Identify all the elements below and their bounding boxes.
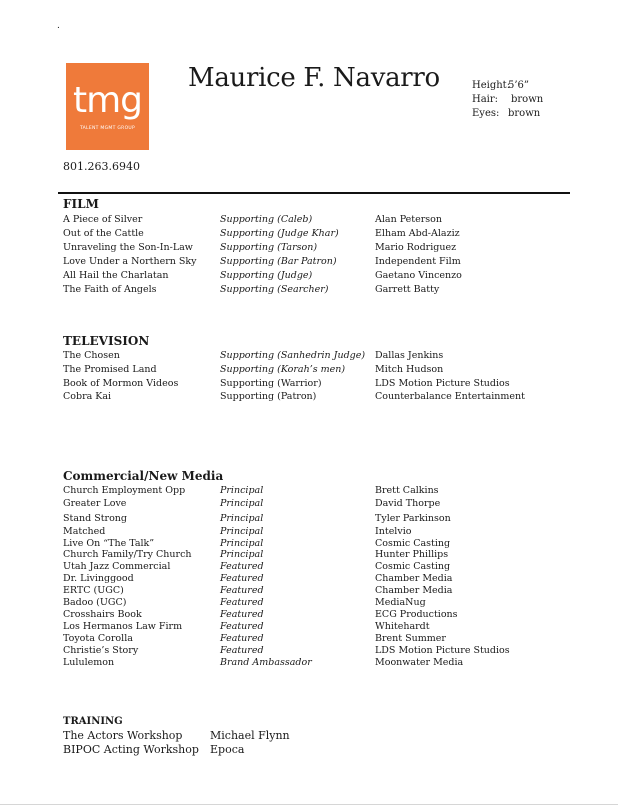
credit-director: Cosmic Casting <box>375 561 451 572</box>
credit-director: Dallas Jenkins <box>375 350 444 361</box>
credit-title: All Hail the Charlatan <box>63 270 169 281</box>
credit-director: Counterbalance Entertainment <box>375 391 525 402</box>
credit-role: Supporting (Korah’s men) <box>220 364 346 375</box>
credit-role: Principal <box>220 526 264 537</box>
training-instructor: Epoca <box>210 743 245 756</box>
credit-title: Church Family/Try Church <box>63 549 192 560</box>
credit-role: Featured <box>220 633 264 644</box>
credit-director: Brent Summer <box>375 633 446 644</box>
credit-director: Garrett Batty <box>375 284 440 295</box>
credit-director: Chamber Media <box>375 573 453 584</box>
credit-title: Stand Strong <box>63 513 127 524</box>
section-title-television: TELEVISION <box>63 334 150 348</box>
credit-director: Chamber Media <box>375 585 453 596</box>
phone-number: 801.263.6940 <box>63 160 140 173</box>
credit-title: Church Employment Opp <box>63 485 186 496</box>
credit-title: Live On “The Talk” <box>63 538 155 549</box>
credit-director: LDS Motion Picture Studios <box>375 645 510 656</box>
agency-logo <box>66 63 149 150</box>
credit-title: A Piece of Silver <box>63 214 143 225</box>
credit-title: Utah Jazz Commercial <box>63 561 171 572</box>
credit-title: The Faith of Angels <box>63 284 157 295</box>
stat-eyes <box>472 107 543 121</box>
stat-hair <box>472 93 543 107</box>
credit-title: Dr. Livinggood <box>63 573 134 584</box>
stat-height <box>472 79 543 93</box>
credit-role: Principal <box>220 498 264 509</box>
credit-director: Mitch Hudson <box>375 364 444 375</box>
credit-director: Cosmic Casting <box>375 538 451 549</box>
credit-director: LDS Motion Picture Studios <box>375 378 510 389</box>
stat-value: brown <box>508 108 541 119</box>
credit-title: The Chosen <box>63 350 120 361</box>
section-title-commercial: Commercial/New Media <box>63 469 224 483</box>
credit-director: Intelvio <box>375 526 412 537</box>
credit-title: ERTC (UGC) <box>63 585 124 596</box>
stat-label: Height: <box>472 80 511 91</box>
credit-director: Hunter Phillips <box>375 549 449 560</box>
credit-title: Toyota Corolla <box>63 633 133 644</box>
credit-title: Christie’s Story <box>63 645 139 656</box>
credit-title: Matched <box>63 526 106 537</box>
stat-label: Eyes: <box>472 108 500 119</box>
credit-director: MediaNug <box>375 597 426 608</box>
credit-role: Featured <box>220 561 264 572</box>
credit-role: Supporting (Caleb) <box>220 214 313 225</box>
credit-role: Supporting (Tarson) <box>220 242 318 253</box>
credit-director: Alan Peterson <box>375 214 442 225</box>
training-course: The Actors Workshop <box>63 729 183 742</box>
credit-role: Brand Ambassador <box>220 657 312 668</box>
credit-director: Elham Abd-Alaziz <box>375 228 460 239</box>
credit-director: David Thorpe <box>375 498 441 509</box>
credit-director: Mario Rodriguez <box>375 242 457 253</box>
logo-subtext: TALENT MGMT GROUP <box>79 126 136 131</box>
stat-label: Hair: <box>472 94 499 105</box>
credit-role: Principal <box>220 549 264 560</box>
stat-value: 5’6” <box>508 80 530 91</box>
credit-role: Supporting (Sanhedrin Judge) <box>220 350 366 361</box>
credit-role: Supporting (Judge Khar) <box>220 228 339 239</box>
credit-role: Supporting (Warrior) <box>220 378 322 389</box>
credit-director: Moonwater Media <box>375 657 464 668</box>
credit-title: Out of the Cattle <box>63 228 144 239</box>
section-title-film: FILM <box>63 197 99 211</box>
credit-role: Supporting (Bar Patron) <box>220 256 337 267</box>
credit-title: Book of Mormon Videos <box>63 378 179 389</box>
credit-title: Cobra Kai <box>63 391 112 402</box>
credit-role: Featured <box>220 621 264 632</box>
header-divider <box>58 192 570 194</box>
physical-stats <box>472 79 543 121</box>
credit-role: Featured <box>220 573 264 584</box>
credit-title: Lululemon <box>63 657 115 668</box>
credit-director: Tyler Parkinson <box>375 513 451 524</box>
credit-director: ECG Productions <box>375 609 458 620</box>
credit-role: Principal <box>220 485 264 496</box>
credit-role: Featured <box>220 609 264 620</box>
credit-title: Greater Love <box>63 498 127 509</box>
credit-title: Crosshairs Book <box>63 609 142 620</box>
credit-title: Love Under a Northern Sky <box>63 256 197 267</box>
credit-title: Badoo (UGC) <box>63 597 127 608</box>
credit-role: Principal <box>220 513 264 524</box>
logo-text: tmg <box>72 80 143 121</box>
credit-role: Supporting (Judge) <box>220 270 313 281</box>
credit-title: The Promised Land <box>63 364 157 375</box>
credit-director: Brett Calkins <box>375 485 439 496</box>
training-course: BIPOC Acting Workshop <box>63 743 199 756</box>
page-mark: . <box>57 21 60 31</box>
credit-role: Principal <box>220 538 264 549</box>
credit-role: Supporting (Searcher) <box>220 284 329 295</box>
credit-role: Featured <box>220 585 264 596</box>
credit-role: Featured <box>220 645 264 656</box>
credit-director: Independent Film <box>375 256 461 267</box>
training-instructor: Michael Flynn <box>210 729 290 742</box>
actor-name: Maurice F. Navarro <box>188 63 440 93</box>
section-title-training: TRAINING <box>63 716 123 727</box>
credit-role: Featured <box>220 597 264 608</box>
credit-role: Supporting (Patron) <box>220 391 317 402</box>
credit-director: Whitehardt <box>375 621 430 632</box>
page-bottom-edge <box>0 804 618 805</box>
credit-title: Unraveling the Son-In-Law <box>63 242 193 253</box>
credit-director: Gaetano Vincenzo <box>375 270 462 281</box>
stat-value: brown <box>511 94 544 105</box>
credit-title: Los Hermanos Law Firm <box>63 621 183 632</box>
